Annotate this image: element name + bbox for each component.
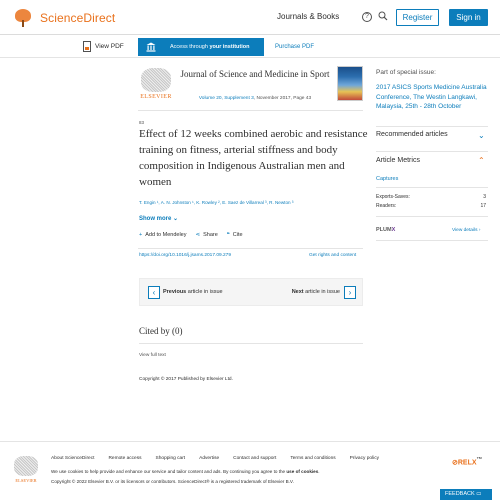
- cite-label: Cite: [232, 232, 243, 238]
- feedback-button[interactable]: [440, 489, 492, 500]
- add-to-mendeley-button[interactable]: [139, 232, 187, 238]
- chevron-down-icon[interactable]: ⌄: [478, 131, 485, 140]
- plus-icon: +: [139, 232, 143, 238]
- divider: [376, 126, 488, 127]
- help-icon[interactable]: ?: [362, 12, 372, 22]
- footer-copyright: Copyright © 2022 Elsevier B.V. or its licensors or contributors. ScienceDirect® is a registered trademark of Elsevier B.V.: [51, 479, 294, 484]
- divider: [376, 151, 488, 152]
- article-number: 83: [139, 120, 145, 125]
- cookie-link[interactable]: use of cookies: [286, 469, 319, 474]
- issue-date: , November 2017, Page 43: [253, 96, 312, 101]
- footer-link-advertise[interactable]: Advertise: [199, 456, 220, 461]
- plumx-suffix: X: [391, 227, 396, 233]
- author-list[interactable]: T. Engin ¹, A. N. Johnston ¹, K. Rowley ², E. Saez de Villarreal ³, R. Newton ³: [139, 200, 294, 205]
- footer-link-about[interactable]: About ScienceDirect: [51, 456, 95, 461]
- search-icon[interactable]: [378, 11, 388, 21]
- footer-link-terms[interactable]: Terms and conditions: [290, 456, 336, 461]
- next-article-link[interactable]: [292, 289, 340, 295]
- divider: [138, 248, 363, 249]
- footer-link-shopping-cart[interactable]: Shopping cart: [155, 456, 186, 461]
- special-issue-label: Part of special issue:: [376, 69, 436, 76]
- divider: [376, 187, 488, 188]
- register-button[interactable]: Register: [396, 9, 439, 26]
- access-institution-button[interactable]: [138, 38, 264, 56]
- cookie-notice: We use cookies to help provide and enhance our service and tailor content and ads. By continuing you agree to the use of cookies.: [51, 469, 320, 474]
- captures-heading: Captures: [376, 176, 399, 182]
- logo-text: ScienceDirect: [40, 11, 116, 25]
- cookie-prefix: We use cookies to help provide and enhance our service and tailor content and ads. By continuing you agree to the: [51, 469, 287, 474]
- relx-mark: ⊘: [452, 459, 458, 467]
- chevron-right-icon: ›: [478, 228, 481, 233]
- next-bold: Next: [291, 289, 304, 295]
- article-toolbar: [0, 36, 500, 58]
- article-actions: [139, 232, 243, 238]
- article-title: Effect of 12 weeks combined aerobic and resistance training on fitness, arterial stiffness and body composition in Indigenous Australian men and women: [139, 128, 368, 188]
- article-metrics-toggle[interactable]: Article Metrics: [376, 157, 420, 164]
- metric-label: Readers:: [376, 203, 397, 209]
- pdf-icon: [83, 41, 91, 52]
- recommended-articles-toggle[interactable]: Recommended articles: [376, 131, 448, 138]
- relx-tm: ™: [476, 457, 483, 463]
- rights-link[interactable]: Get rights and content: [309, 253, 357, 258]
- sciencedirect-logo[interactable]: [12, 8, 115, 28]
- metric-row: [376, 203, 486, 209]
- divider: [376, 216, 488, 217]
- footer-link-remote-access[interactable]: Remote access: [108, 456, 142, 461]
- chevron-up-icon[interactable]: ⌃: [478, 156, 485, 165]
- metric-row: [376, 194, 486, 200]
- quote-icon: ❝: [226, 232, 230, 238]
- prev-bold: Previous: [163, 289, 187, 295]
- view-pdf-link[interactable]: View PDF: [95, 43, 124, 50]
- share-button[interactable]: [196, 232, 218, 238]
- share-label: Share: [203, 232, 218, 238]
- show-more-button[interactable]: [139, 215, 178, 222]
- page-footer: [0, 441, 500, 500]
- journals-books-link[interactable]: Journals & Books: [277, 12, 340, 21]
- feedback-label: FEEDBACK: [445, 491, 475, 497]
- elsevier-wordmark: ELSEVIER: [140, 94, 172, 100]
- sign-in-button[interactable]: Sign in: [449, 9, 488, 26]
- mendeley-label: Add to Mendeley: [145, 232, 187, 238]
- show-more-label: Show more: [139, 216, 172, 222]
- feedback-icon: ▭: [476, 491, 482, 497]
- chevron-right-icon[interactable]: ›: [344, 286, 356, 299]
- next-rest: article in issue: [303, 289, 340, 295]
- metric-label: Exports-Saves:: [376, 194, 410, 200]
- divider: [138, 110, 363, 111]
- elsevier-logo[interactable]: [13, 456, 39, 486]
- cite-button[interactable]: [227, 232, 243, 238]
- elsevier-tree-icon: [14, 456, 38, 476]
- footer-link-privacy[interactable]: Privacy policy: [349, 456, 379, 461]
- chevron-down-icon: ⌄: [173, 216, 179, 222]
- metric-value: 17: [480, 203, 486, 209]
- elsevier-tree-icon: [141, 68, 171, 92]
- cited-by-heading: Cited by (0): [139, 326, 183, 336]
- metric-value: 3: [483, 194, 486, 200]
- chevron-left-icon[interactable]: ‹: [148, 286, 160, 299]
- top-header: [0, 0, 500, 35]
- sciencedirect-logo-icon: [12, 8, 34, 28]
- footer-link-contact[interactable]: Contact and support: [233, 456, 277, 461]
- institution-icon: [146, 42, 156, 52]
- plumx-prefix: PLUM: [376, 227, 392, 233]
- share-icon: ⋖: [195, 232, 201, 238]
- issue-navigation: [139, 278, 363, 306]
- doi-link[interactable]: https://doi.org/10.1016/j.jsams.2017.09.279: [139, 253, 232, 258]
- relx-word: RELX: [457, 459, 477, 467]
- elsevier-logo[interactable]: [138, 66, 174, 104]
- journal-title[interactable]: Journal of Science and Medicine in Sport: [180, 69, 330, 79]
- view-details-label: View details: [452, 228, 478, 233]
- purchase-pdf-link[interactable]: Purchase PDF: [275, 44, 315, 50]
- plumx-logo[interactable]: [376, 227, 395, 233]
- journal-cover[interactable]: [337, 66, 363, 101]
- elsevier-wordmark: ELSEVIER: [15, 478, 37, 483]
- access-bold: your institution: [209, 44, 250, 50]
- journal-meta: [180, 96, 330, 101]
- footer-links: [51, 456, 379, 461]
- special-issue-link[interactable]: 2017 ASICS Sports Medicine Australia Conference, The Westin Langkawi, Malaysia, 25th - 28th October: [376, 84, 487, 110]
- divider: [376, 240, 488, 241]
- relx-logo[interactable]: [452, 457, 482, 466]
- article-copyright: Copyright © 2017 Published by Elsevier Ltd.: [139, 377, 233, 382]
- previous-article-link[interactable]: [163, 289, 223, 295]
- prev-rest: article in issue: [186, 289, 223, 295]
- volume-link[interactable]: Volume 20, Supplement 3: [198, 96, 254, 101]
- view-details-link[interactable]: [452, 228, 480, 233]
- access-prefix: Access through: [170, 44, 210, 50]
- view-full-text-link[interactable]: View full text: [139, 353, 166, 358]
- divider: [139, 343, 363, 344]
